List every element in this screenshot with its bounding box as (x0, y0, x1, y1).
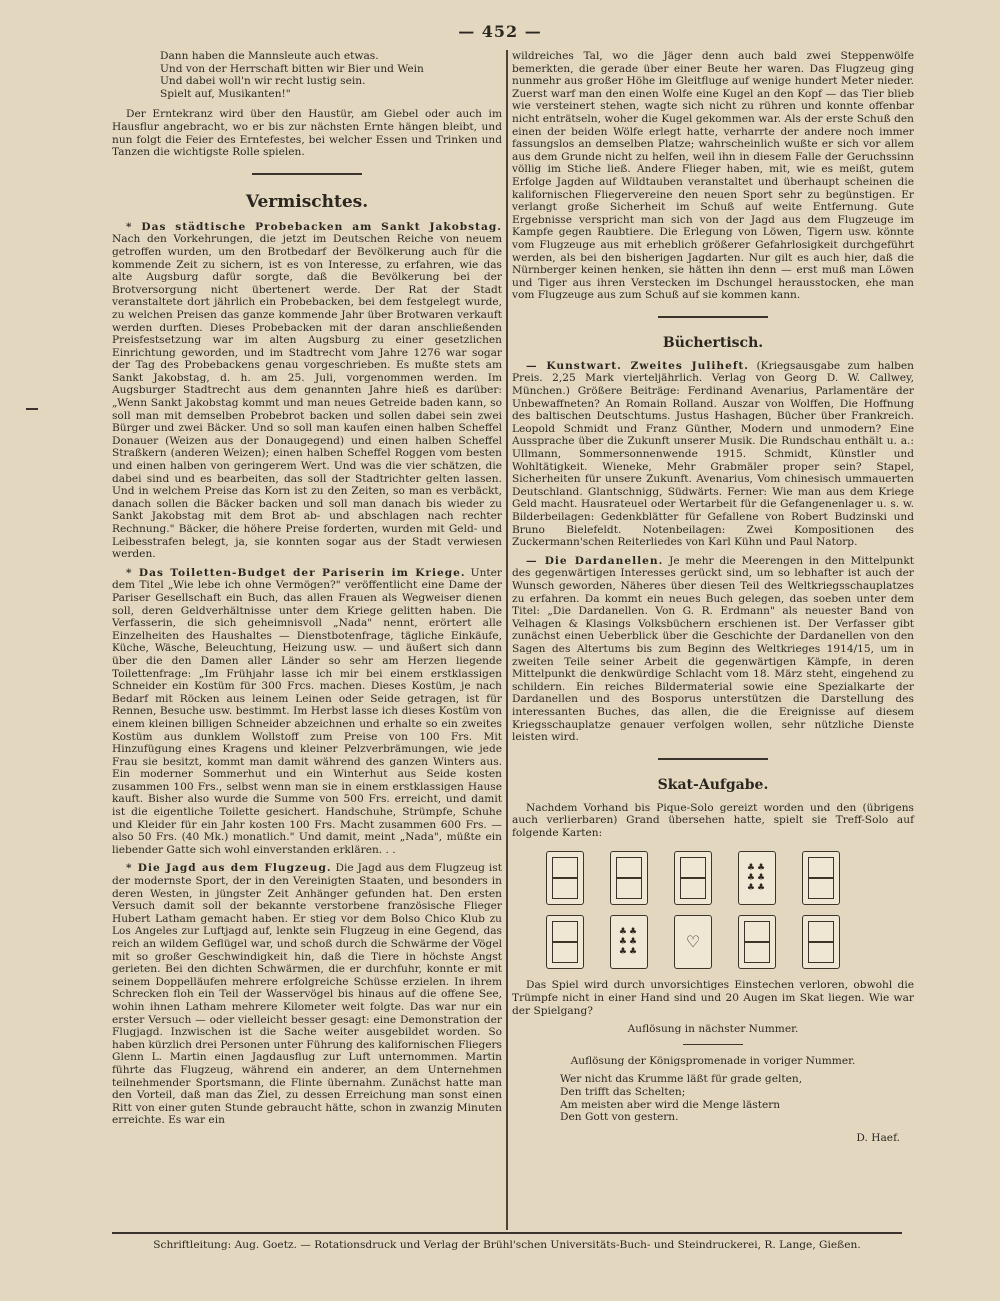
previous-solution-title: Auflösung der Königspromenade in voriger Nummer. (570, 1054, 856, 1067)
verse-line: Den Gott von gestern. (560, 1111, 679, 1124)
skat-question: Das Spiel wird durch unvorsichtiges Einstechen verloren, obwohl die Trümpfe nicht in einer Hand sind und 20 Augen im Skat liegen. Wie war der Spielgang? (512, 979, 914, 1017)
left-column (112, 50, 502, 1133)
playing-card-unter (546, 851, 584, 905)
books-heading: Büchertisch. (662, 334, 764, 351)
heart-icon: ♡ (685, 932, 701, 952)
playing-card-koenig (802, 851, 840, 905)
book-kunstwart-text: (Kriegsausgabe zum halben Preis. 2,25 Mark vierteljährlich. Verlag von Georg D. W. Callwey, München.) Größere Beiträge: Ferdinand Avenarius, Parlamentäre der Unbewaffneten? An Romain Rolland. Auszar von Wolffen, Die Hoffnung des baltischen Deutschtums. Justus Hashagen, Bücher über Frankreich. Leopold Schmidt und Franz Günther, Modern und unmodern? Eine Aussprache über die Zukunft unserer Musik. Die Rundschau enthält u. a.: Ullmann, Sommersonnenwende 1915. Schmidt, Künstler und Wohltätigkeit. Wieneke, Mehr Grabmäler proper sein? Stapel, Sicherheiten für unsere Zukunft. Avenarius, Vom chinesisch ummauerten Deutschland. Glantschnigg, Südwärts. Ferner: Wie man aus dem Kriege Geld macht. Hausrateuel oder Wertarbeit für die Gefangenenlager u. s. w. Bilderbeilagen: Gedenkblätter für Gefallene von Robert Budzinski und Bruno Bielefeldt. Notenbeilagen: Zwei Kompositionen des Zuckermann'schen Reiterliedes von Karl Kühn und Paul Natorp. (512, 359, 915, 549)
skat-solution-note: Auflösung in nächster Nummer. (627, 1023, 799, 1036)
skat-cards (512, 851, 914, 969)
book-dardanellen-text: Je mehr die Meerengen in den Mittelpunkt des gegenwärtigen Interesses gerückt sind, um so lebhafter ist auch der Wunsch geworden, Näheres über diesen Teil des Weltkriegsschauplatzes zu erfahren. Da kommt ein neues Buch gelegen, das soeben unter dem Titel: „Die Dardanellen. Von G. R. Erdmann" als neuester Band von Velhagen & Klasings Volksbüchern erschienen ist. Der Verfasser gibt zunächst einen Ueberblick über die Geschichte der Dardanellen von den Sagen des Altertums bis zum Beginn des Weltkrieges 1914/15, um in zweiten Teile seiner Arbeit die gegenwärtigen Kämpfe, in deren Mittelpunkt die denkwürdige Schlacht vom 18. März steht, eingehend zu schildern. Ein reiches Bildermaterial sowie eine Spezialkarte der Dardanellen und des Bosporus unterstützen die Darstellung des interessanten Buches, das allen, die die Ereignisse auf diesem Kriegsschauplatze genauer verfolgen wollen, sehr nützliche Dienste leisten wird. (512, 554, 914, 744)
article-flight-hunt-title: * Die Jagd aus dem Flugzeug. (126, 862, 332, 875)
verse-line: Wer nicht das Krumme läßt für grade gelten, (560, 1073, 803, 1086)
skat-intro: Nachdem Vorhand bis Pique-Solo gereizt worden und den (übrigens auch verlierbaren) Grand übersehen hatte, spielt sie Treff-Solo auf folgende Karten: (512, 801, 914, 839)
playing-card-dame (738, 915, 776, 969)
playing-card-unter (674, 851, 712, 905)
poem-line: Und dabei woll'n wir recht lustig sein. (160, 75, 366, 88)
verse-line: Den trifft das Schelten; (560, 1086, 686, 1099)
playing-card-clubs-six (738, 851, 776, 905)
playing-card-dame (802, 915, 840, 969)
book-dardanellen (512, 555, 914, 744)
playing-card-unter (610, 851, 648, 905)
article-flight-hunt-continued: wildreiches Tal, wo die Jäger denn auch bald zwei Steppenwölfe bemerkten, die gerade über einer Beute her waren. Das Flugzeug ging nunmehr aus großer Höhe im Gleitfluge auf wenige hundert Meter nieder. Zuerst warf man den einen Wolfe eine Kugel an den Kopf — das Tier blieb wie versteinert stehen, wagte sich nicht zu rühren und konnte offenbar nicht enträtseln, woher die Kugel gekommen war. Als der erste Schuß den einen der beiden Wölfe erlegt hatte, verharrte der andere noch immer fassungslos an demselben Platze; wahrscheinlich wußte er sich vor allem aus dem Grunde nicht zu helfen, weil ihn in diesem Falle der Geruchssinn völlig im Stiche ließ. Andere Flieger haben, mit, wie es meißt, gutem Erfolge Jagden auf Wildtauben veranstaltet und überhaupt scheinen die kalifornischen Fliegervereine den neuen Sport sehr zu begünstigen. Er verlangt große Sicherheit im Schuß auf weite Entfernung. Gute Ergebnisse verspricht man sich von der Jagd aus dem Flugzeuge im Kampfe gegen Raubtiere. Die Erlegung von Löwen, Tigern usw. könnte vom Flugzeuge aus mit erheblich größerer Gefahrlosigkeit durchgeführt werden, als bei den bisherigen Jagdarten. Nur gilt es auch hier, daß die Nürnberger keinen henken, sie hätten ihn denn — erst muß man Löwen und Tiger aus ihren Verstecken im Dschungel herausstocken, ehe man vom Flugzeuge aus zum Schuß auf sie kommen kann. (512, 50, 914, 302)
article-toilette-title: * Das Toiletten-Budget der Pariserin im Kriege. (126, 566, 466, 579)
section-divider (252, 173, 362, 175)
article-flight-hunt-text: Die Jagd aus dem Flugzeug ist der modernste Sport, der in den Vereinigten Staaten, und besonders in deren Westen, in jüngster Zeit Anhänger gefunden hat. Den ersten Versuch damit soll der bekannte verstorbene französische Flieger Hubert Latham gemacht haben. Er stieg vor dem Bolso Chico Klub zu Los Angeles zur Luftjagd auf, lenkte sein Flugzeug in eine Gegend, das reich an wildem Geflügel war, und schoß durch die Schwärme der Vögel mit so großer Geschwindigkeit hin, daß die Tiere in höchste Angst gerieten. Bei den dichten Schwärmen, die er durchfuhr, konnte er mit seinem Doppelläufen mehrere erfolgreiche Schüsse erzielen. In ihrem Schrecken floh ein Teil der Wasservögel bis hinaus auf die offene See, wohin ihnen Latham mehrere Kilometer weit folgte. Das war nur ein erster Versuch — oder vielleicht besser gesagt: eine Demonstration der Flugjagd. Inzwischen ist die Sache weiter ausgebildet worden. So haben kürzlich drei Personen unter Führung des kalifornischen Fliegers Glenn L. Martin einen Jagdausflug zur Luft unternommen. Martin führte das Flugzeug, während ein anderer, an dem Unternehmen teilnehmender Sportsmann, die Flinte übernahm. Zunächst hatte man den Vorteil, daß man das Ziel, zu dessen Erreichung man sonst einen Ritt von einer guten Stunde gebraucht hätte, schon in zwanzig Minuten erreichte. Es war ein (112, 862, 502, 1127)
playing-card-koenig (546, 915, 584, 969)
poem-line: Spielt auf, Musikanten!" (160, 87, 291, 100)
imprint-footer: Schriftleitung: Aug. Goetz. — Rotationsdruck und Verlag der Brühl'schen Universitäts-Buch- und Steindruckerei, R. Lange, Gießen. (112, 1232, 902, 1252)
playing-card-clubs-six (610, 915, 648, 969)
article-flight-hunt (112, 862, 502, 1126)
book-kunstwart-title: — Kunstwart. Zweites Juliheft. (526, 359, 749, 372)
column-rule (506, 50, 508, 1230)
playing-card-heart (674, 915, 712, 969)
page-number: — 452 — (458, 22, 542, 41)
book-kunstwart (512, 360, 914, 549)
section-divider (658, 316, 768, 318)
previous-solution-verse (512, 1073, 914, 1123)
verse-line: Am meisten aber wird die Menge lästern (560, 1098, 781, 1111)
poem-line: Und von der Herrschaft bitten wir Bier und Wein (160, 62, 424, 75)
article-baking-text: Nach den Vorkehrungen, die jetzt im Deutschen Reiche von neuem getroffen wurden, um den Brotbedarf der Bevölkerung auch für die kommende Zeit zu sichern, ist es von Interesse, zu erfahren, wie das alte Augsburg dafür sorgte, daß die Bevölkerung bei der Brotversorgung nicht übertenert werde. Der Rat der Stadt veranstaltete dort jährlich ein Probebacken, bei dem festgelegt wurde, zu welchen Preisen das ganze kommende Jahr über Brotwaren verkauft werden durften. Dieses Probebacken mit der daran anschließenden Preisfestsetzung war im alten Augsburg zu einer gesetzlichen Einrichtung geworden, und im Stadtrecht vom Jahre 1276 war sogar der Tag des Probebackens genau vorgeschrieben. Es mußte stets am Sankt Jakobstag, d. h. am 25. Juli, vorgenommen werden. Im Augsburger Stadtrecht aus dem genannten Jahre hieß es darüber: „Wenn Sankt Jakobstag kommt und man neues Getreide baden kann, so soll man mit demselben Probebrot backen und sollen dabei sein zwei Bürger und zwei Bäcker. Und so soll man kaufen einen halben Scheffel Donauer (Weizen aus der Donaugegend) und einen halben Scheffel Straßkern (anderen Weizen); einen halben Scheffel Roggen vom besten und einen halben von geringerem Wert. Und was die vier schätzen, die dabei sind und es bearbeiten, das soll der Stadtrichter gelten lassen. Und in welchem Preise das Korn ist zu den Zeiten, so man es verbäckt, danach sollen die Bäcker backen und soll man danach bis wieder zu Sankt Jakobstag mit dem Brot ab- und abschlagen nach rechter Rechnung." Bäcker, die höhere Preise forderten, wurden mit Geld- und Leibesstrafen belegt, ja, sie konnten sogar aus der Stadt verwiesen werden. (112, 233, 502, 561)
miscellany-heading: Vermischtes. (245, 191, 369, 212)
section-divider (658, 758, 768, 760)
article-toilette-text: Unter dem Titel „Wie lebe ich ohne Vermögen?" veröffentlicht eine Dame der Pariser Gesellschaft ein Buch, das allen Frauen als Wegweiser dienen soll, deren Geldverhältnisse unter dem Kriege gelitten haben. Die Verfasserin, die sich geheimnisvoll „Nada" nennt, erörtert alle Einzelheiten des Haushaltes — Dienstbotenfrage, tägliche Einkäufe, Küche, Wäsche, Beleuchtung, Heizung usw. — und äußert sich dann über die den Damen aller Länder so sehr am Herzen liegende Toilettenfrage: „Im Frühjahr lasse ich mir bei einem erstklassigen Schneider ein Kostüm für 300 Frcs. machen. Dieses Kostüm, je nach Bedarf mit Röcken aus leinem Leinen oder Seide getragen, ist für Rennen, Besuche usw. bestimmt. Im Herbst lasse ich dieses Kostüm von einem kleinen billigen Schneider abzeichnen und erhalte so ein zweites Kostüm aus dunklem Wollstoff zum Preise von 100 Frs. Mit Hinzufügung eines Kragens und kleiner Pelzverbrämungen, wie jede Frau sie besitzt, kommt man damit während des ganzen Winters aus. Ein moderner Sommerhut und ein Winterhut aus Seide kosten zusammen 100 Frs., selbst wenn man sie in einem erstklassigen Hause kauft. Bisher also wurde die Summe von 500 Frs. erreicht, und damit ist die eigentliche Toilette gesichert. Handschuhe, Strümpfe, Schuhe und Kleider für ein Jahr kosten 100 Frs. Macht zusammen 600 Frs. — also 50 Frs. (40 Mk.) monatlich." Und damit, meint „Nada", müßte ein liebender Gatte sich wohl einverstanden erklären. . . (112, 566, 502, 856)
skat-heading: Skat-Aufgabe. (657, 776, 769, 793)
harvest-paragraph: Der Erntekranz wird über den Haustür, am Giebel oder auch im Hausflur angebracht, wo er bis zur nächsten Ernte hängen bleibt, und nun folgt die Feier des Erntefestes, bei welcher Essen und Trinken und Tanzen die wichtigste Rolle spielen. (112, 108, 502, 159)
signature: D. Haef. (856, 1131, 900, 1144)
book-dardanellen-title: — Die Dardanellen. (526, 554, 664, 567)
right-column (512, 50, 914, 1150)
margin-mark (26, 408, 38, 410)
card-pips: ♣♣ ♣♣ ♣♣ (618, 927, 640, 958)
article-baking-title: * Das städtische Probebacken am Sankt Jakobstag. (126, 220, 502, 233)
card-pips: ♣♣ ♣♣ ♣♣ (746, 863, 768, 894)
article-baking (112, 221, 502, 561)
divider (683, 1044, 743, 1045)
article-toilette (112, 567, 502, 857)
harvest-poem (112, 50, 502, 100)
poem-line: Dann haben die Mannsleute auch etwas. (160, 50, 379, 62)
